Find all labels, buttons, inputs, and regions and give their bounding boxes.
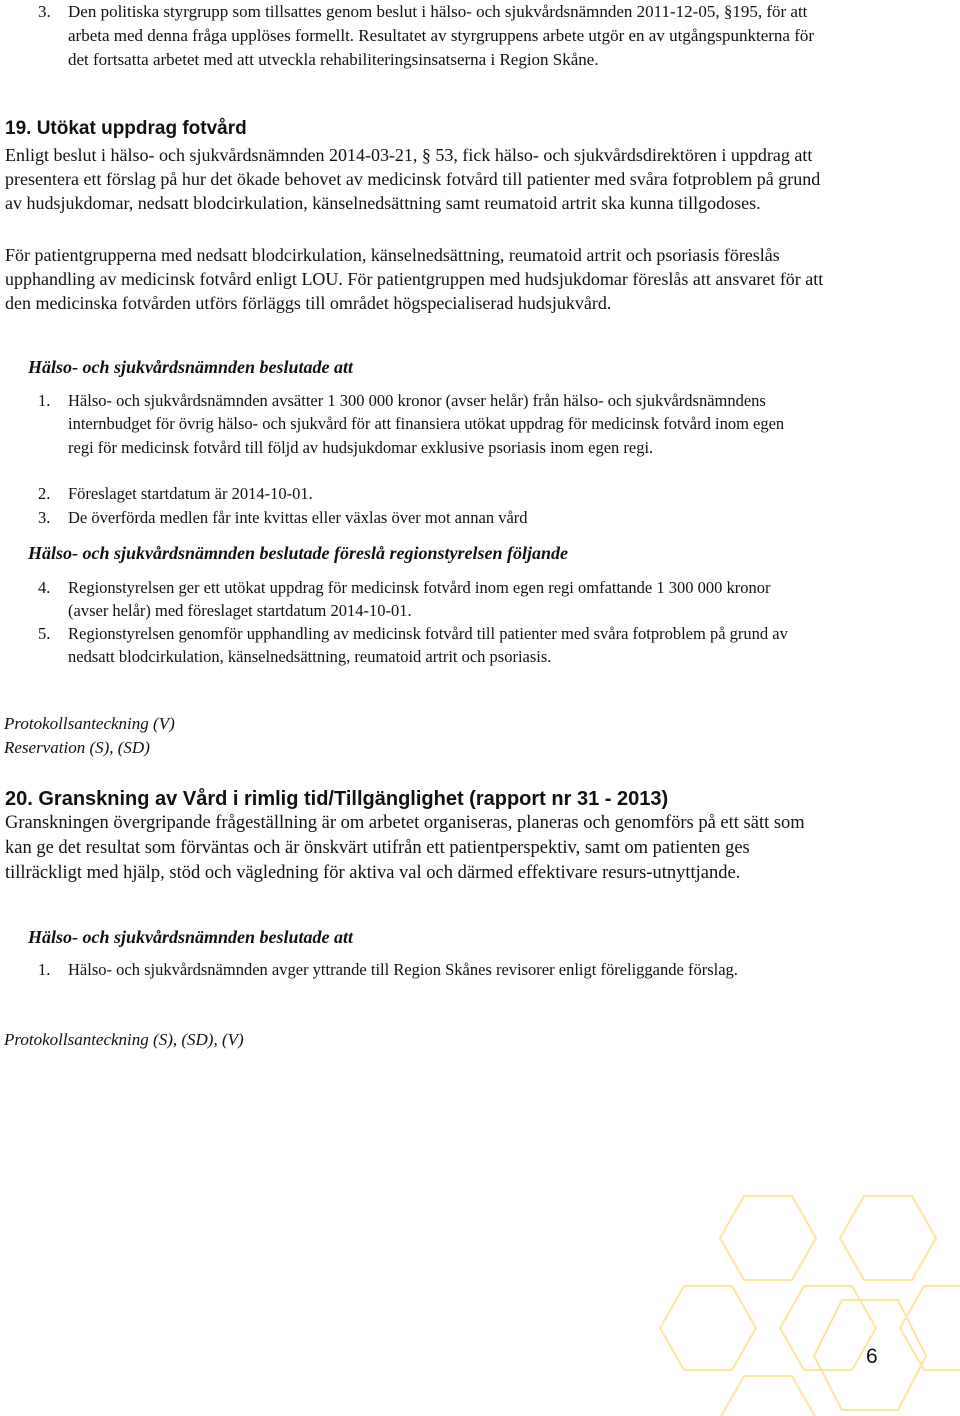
list-number: 2. xyxy=(38,484,51,503)
hexagon-top-left xyxy=(720,1196,816,1280)
page-number: 6 xyxy=(866,1345,878,1368)
list-text: Regionstyrelsen genomför upphandling av medicinsk fotvård till patienter med svåra fotproblem på grund av nedsatt blodcirkulation, känselnedsättning, reumatoid artrit och psoriasis. xyxy=(68,624,788,667)
hexagon-right-edge xyxy=(900,1286,960,1370)
decision-heading: Hälso- och sjukvårdsnämnden beslutade att xyxy=(28,357,354,377)
protocol-note: Protokollsanteckning (S), (SD), (V) xyxy=(4,1030,244,1049)
section-heading-20: 20. Granskning av Vård i rimlig tid/Tillgänglighet (rapport nr 31 - 2013) xyxy=(5,788,669,810)
section-19-paragraph-2: För patientgrupperna med nedsatt blodcirkulation, känselnedsättning, reumatoid artrit och psoriasis föreslås upphandling av medicinsk fotvård enligt LOU. För patientgruppen med hudsjukdomar föreslås att ansvaret för att den medicinska fotvården utförs förläggs till området högspecialiserad hudsjukvård. xyxy=(5,245,824,314)
list-text: Regionstyrelsen ger ett utökat uppdrag för medicinsk fotvård inom egen regi omfattande 1 300 000 kronor (avser helår) med föreslaget startdatum 2014-10-01. xyxy=(68,578,771,621)
section-heading-19: 19. Utökat uppdrag fotvård xyxy=(5,118,247,139)
hexagon-bottom-left xyxy=(720,1376,816,1416)
list-number: 4. xyxy=(38,578,51,597)
hexagon-pattern xyxy=(660,1196,960,1416)
list-text: Föreslaget startdatum är 2014-10-01. xyxy=(68,484,313,503)
decision-heading: Hälso- och sjukvårdsnämnden beslutade att xyxy=(28,927,354,947)
section-19-paragraph-1: Enligt beslut i hälso- och sjukvårdsnämnden 2014-03-21, § 53, fick hälso- och sjukvårdsdirektören i uppdrag att presentera ett förslag på hur det ökade behovet av medicinsk fotvård till patienter med svåra fotproblem på grund av hudsjukdomar, nedsatt blodcirkulation, känselnedsättning samt reumatoid artrit ska kunna tillgodoses. xyxy=(5,145,821,214)
hexagon-left-middle xyxy=(660,1286,756,1370)
list-text: Hälso- och sjukvårdsnämnden avsätter 1 300 000 kronor (avser helår) från hälso- och sjukvårdsnämndens internbudget för övrig hälso- och sjukvård för att finansiera utökat uppdrag för medicinsk fotvård inom egen regi för medicinsk fotvård till följd av hudsjukdomar exklusive psoriasis inom egen regi. xyxy=(68,391,785,457)
hexagon-top-right xyxy=(840,1196,936,1280)
proposal-heading: Hälso- och sjukvårdsnämnden beslutade föreslå regionstyrelsen följande xyxy=(28,543,569,563)
list-text: Den politiska styrgrupp som tillsattes genom beslut i hälso- och sjukvårdsnämnden 2011-12-05, §195, för att arbeta med denna fråga upplöses formellt. Resultatet av styrgruppens arbete utgör en av utgångspunkterna för det fortsatta arbetet med att utveckla rehabiliteringsinsatserna i Region Skåne. xyxy=(68,2,815,69)
list-number: 1. xyxy=(38,391,51,410)
list-number: 3. xyxy=(38,2,51,21)
list-number: 5. xyxy=(38,624,51,643)
list-text: De överförda medlen får inte kvittas eller växlas över mot annan vård xyxy=(68,508,528,527)
section-20-paragraph: Granskningen övergripande frågeställning är om arbetet organiseras, planeras och genomförs på ett sätt som kan ge det resultat som förväntas och är önskvärt utifrån ett patientperspektiv, samt om patienten ges tillräckligt med hjälp, stöd och vägledning för aktiva val och därmed effektivare resurs-utnyttjande. xyxy=(5,813,805,883)
list-number: 1. xyxy=(38,960,51,979)
list-text: Hälso- och sjukvårdsnämnden avger yttrande till Region Skånes revisorer enligt föreliggande förslag. xyxy=(68,960,738,979)
list-number: 3. xyxy=(38,508,51,527)
protocol-note: Protokollsanteckning (V) xyxy=(4,714,175,733)
reservation-note: Reservation (S), (SD) xyxy=(4,738,150,757)
